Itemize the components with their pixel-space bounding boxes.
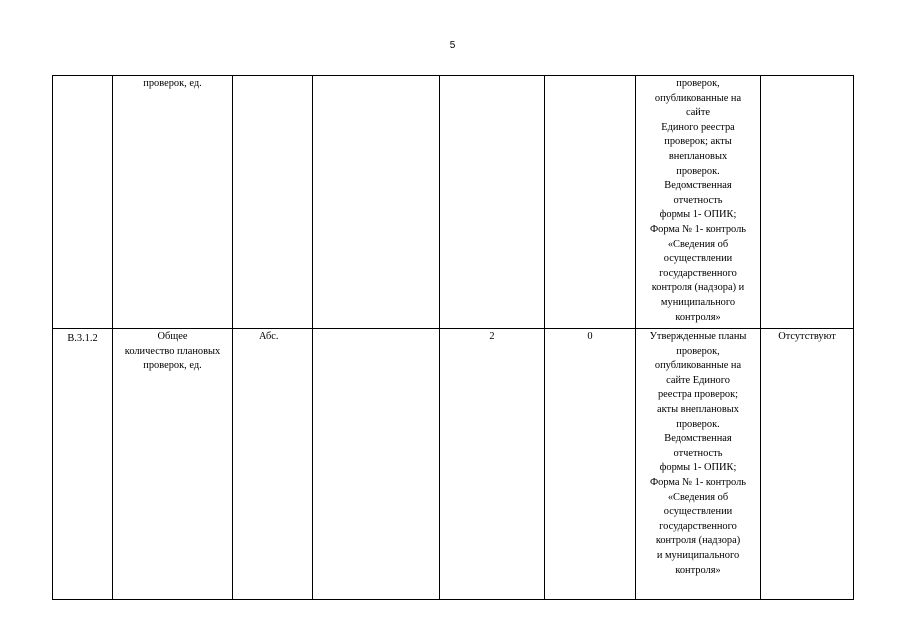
data-source: Утвержденные планы проверок, опубликованные на сайте Единого реестра проверок; акты внеплановых проверок. Ведомственная отчетность формы 1- ОПИК; Форма № 1- контроль «Сведения об осуществлении государственного контроля (надзора) и муниципального контроля»	[636, 329, 761, 600]
indicator-code	[53, 76, 113, 329]
note-cell: Отсутствуют	[761, 329, 854, 600]
value-cell	[545, 76, 636, 329]
page-number: 5	[449, 40, 456, 51]
value-cell	[440, 76, 545, 329]
indicators-table	[52, 75, 854, 600]
indicator-name: Общее количество плановых проверок, ед.	[113, 329, 233, 600]
note-cell	[761, 76, 854, 329]
indicator-name: проверок, ед.	[113, 76, 233, 329]
unit-cell: Абс.	[233, 329, 313, 600]
value-cell	[313, 76, 440, 329]
value-cell: 0	[545, 329, 636, 600]
value-cell	[313, 329, 440, 600]
table-row	[53, 76, 854, 329]
unit-cell	[233, 76, 313, 329]
data-source: проверок, опубликованные на сайте Единого реестра проверок; акты внеплановых проверок. Ведомственная отчетность формы 1- ОПИК; Форма № 1- контроль «Сведения об осуществлении государственного контроля (надзора) и муниципального контроля»	[636, 76, 761, 329]
indicator-code: В.3.1.2	[53, 329, 113, 600]
value-cell: 2	[440, 329, 545, 600]
table-row	[53, 329, 854, 600]
